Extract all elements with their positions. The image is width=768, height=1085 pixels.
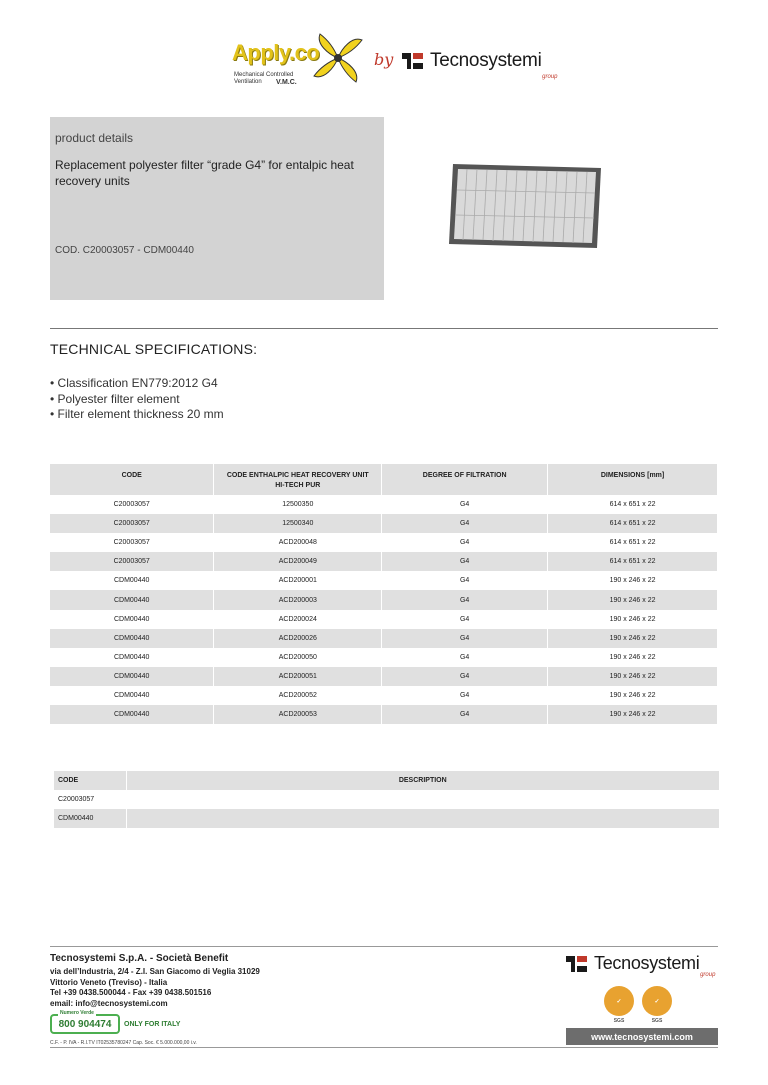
footer-bottom-divider [50, 1047, 718, 1048]
footer-address-line2: Vittorio Veneto (Treviso) - Italia [50, 977, 168, 987]
footer-phone: Tel +39 0438.500044 - Fax +39 0438.501516 [50, 988, 212, 997]
tecnosystemi-name: Tecnosystemi [594, 953, 700, 973]
apply-logo-subtitle: Mechanical Controlled Ventilation [234, 72, 294, 85]
cell-description [126, 790, 720, 809]
cell-filtration: G4 [382, 571, 548, 590]
tecnosystemi-name: Tecnosystemi [430, 50, 542, 71]
cell-filtration: G4 [382, 552, 548, 571]
table-row [50, 629, 718, 648]
numero-verde-badge[interactable] [50, 1010, 120, 1034]
cell-code: CDM00440 [50, 610, 214, 629]
technical-specifications-title: TECHNICAL SPECIFICATIONS: [50, 341, 258, 357]
cell-filtration: G4 [382, 495, 548, 514]
spec-item: • Polyester filter element [50, 391, 180, 406]
cell-filtration: G4 [382, 705, 548, 724]
footer-contacts [50, 967, 260, 1009]
tecnosystemi-mark-icon [402, 51, 424, 71]
table-row [50, 495, 718, 514]
cell-filtration: G4 [382, 514, 548, 533]
col-header-filtration: DEGREE OF FILTRATION [382, 464, 548, 495]
col-header-code: CODE [50, 464, 214, 495]
cell-unit-code: ACD200001 [214, 571, 382, 590]
table-row [50, 667, 718, 686]
specifications-list [50, 376, 224, 423]
cell-unit-code: ACD200026 [214, 629, 382, 648]
table-row [50, 590, 718, 609]
compatibility-table [50, 464, 718, 724]
description-table [54, 771, 720, 828]
cell-dimensions: 190 x 246 x 22 [548, 629, 718, 648]
cell-dimensions: 190 x 246 x 22 [548, 686, 718, 705]
only-for-italy: ONLY FOR ITALY [124, 1020, 181, 1028]
tecnosystemi-group: group [542, 74, 558, 80]
table-header-row [54, 771, 720, 790]
cell-filtration: G4 [382, 648, 548, 667]
cell-filtration: G4 [382, 667, 548, 686]
cell-unit-code: ACD200053 [214, 705, 382, 724]
cell-code: CDM00440 [54, 809, 126, 828]
tecnosystemi-logo [402, 46, 558, 80]
numero-verde-number: 800 904474 [58, 1018, 112, 1030]
table-row [54, 790, 720, 809]
apply-logo-text: Apply.co [232, 40, 320, 65]
cell-code: C20003057 [50, 495, 214, 514]
filter-image [445, 160, 605, 252]
footer-tecnosystemi-logo [566, 953, 716, 978]
cell-dimensions: 190 x 246 x 22 [548, 667, 718, 686]
cell-unit-code: ACD200049 [214, 552, 382, 571]
cell-unit-code: ACD200003 [214, 590, 382, 609]
footer-company: Tecnosystemi S.p.A. - Società Benefit [50, 953, 229, 964]
table-row [50, 648, 718, 667]
cell-dimensions: 190 x 246 x 22 [548, 571, 718, 590]
fan-icon [308, 28, 368, 88]
cell-filtration: G4 [382, 590, 548, 609]
sgs-label: SGS [651, 1018, 663, 1024]
product-title: Replacement polyester filter “grade G4” for entalpic heat recovery units [55, 158, 354, 188]
page-header [0, 28, 768, 98]
cell-unit-code: ACD200052 [214, 686, 382, 705]
col-header-unit-code-line2: HI-TECH PUR [275, 482, 321, 489]
table-row [50, 610, 718, 629]
cell-dimensions: 614 x 651 x 22 [548, 552, 718, 571]
cell-dimensions: 190 x 246 x 22 [548, 705, 718, 724]
by-text: by [374, 50, 394, 69]
table-row [50, 514, 718, 533]
cell-code: CDM00440 [50, 705, 214, 724]
apply-logo [232, 28, 362, 94]
cell-unit-code: ACD200050 [214, 648, 382, 667]
website-link[interactable]: www.tecnosystemi.com [566, 1028, 718, 1045]
table-row [50, 705, 718, 724]
cell-filtration: G4 [382, 629, 548, 648]
cell-code: C20003057 [50, 533, 214, 552]
table-row [50, 686, 718, 705]
cell-filtration: G4 [382, 686, 548, 705]
footer-divider [50, 946, 718, 947]
col-header-unit-code-line1: CODE ENTHALPIC HEAT RECOVERY UNIT [226, 472, 369, 479]
cell-dimensions: 614 x 651 x 22 [548, 514, 718, 533]
footer-address-line1: via dell’Industria, 2/4 - Z.I. San Giacomo di Veglia 31029 [50, 967, 260, 976]
spec-item: • Filter element thickness 20 mm [50, 407, 224, 421]
table-row [50, 533, 718, 552]
cell-code: CDM00440 [50, 590, 214, 609]
col-header-dimensions: DIMENSIONS [mm] [548, 464, 718, 495]
cell-unit-code: 12500340 [214, 514, 382, 533]
cell-unit-code: ACD200051 [214, 667, 382, 686]
cell-dimensions: 190 x 246 x 22 [548, 590, 718, 609]
cell-unit-code: ACD200024 [214, 610, 382, 629]
cell-code: CDM00440 [50, 648, 214, 667]
cell-dimensions: 614 x 651 x 22 [548, 533, 718, 552]
tecnosystemi-mark-icon [566, 954, 588, 974]
col-header-unit-code [214, 464, 382, 495]
numero-verde-tag: Numero Verde [60, 1010, 94, 1016]
col-header-description: DESCRIPTION [126, 771, 720, 790]
cell-unit-code: ACD200048 [214, 533, 382, 552]
cell-code: C20003057 [50, 552, 214, 571]
cell-unit-code: 12500350 [214, 495, 382, 514]
cell-code: C20003057 [54, 790, 126, 809]
product-details-label: product details [55, 131, 134, 145]
product-code: COD. C20003057 - CDM00440 [55, 245, 194, 256]
cell-filtration: G4 [382, 610, 548, 629]
cell-code: CDM00440 [50, 686, 214, 705]
cell-filtration: G4 [382, 533, 548, 552]
footer-email[interactable]: email: info@tecnosystemi.com [50, 998, 168, 1008]
numero-verde [50, 1010, 181, 1034]
table-header-row [50, 464, 718, 495]
apply-logo-vmc: V.M.C. [276, 79, 297, 86]
sgs-certification-icon: ✓ SGS [604, 986, 634, 1016]
tecnosystemi-group: group [700, 972, 716, 978]
cell-code: C20003057 [50, 514, 214, 533]
spec-item: • Classification EN779:2012 G4 [50, 376, 218, 390]
footer-legal: C.F. - P. IVA - R.I.TV IT02535780247 Cap. Soc. € 5.000.000,00 i.v. [50, 1040, 197, 1046]
sgs-label: SGS [613, 1018, 625, 1024]
table-row [54, 809, 720, 828]
cell-dimensions: 190 x 246 x 22 [548, 610, 718, 629]
cell-code: CDM00440 [50, 629, 214, 648]
table-row [50, 552, 718, 571]
cell-code: CDM00440 [50, 571, 214, 590]
cell-description [126, 809, 720, 828]
certification-badges [604, 986, 672, 1024]
cell-dimensions: 190 x 246 x 22 [548, 648, 718, 667]
section-divider [50, 328, 718, 329]
product-details-box [50, 117, 384, 300]
col-header-code: CODE [54, 771, 126, 790]
cell-dimensions: 614 x 651 x 22 [548, 495, 718, 514]
sgs-certification-icon: ✓ SGS [642, 986, 672, 1016]
cell-code: CDM00440 [50, 667, 214, 686]
table-row [50, 571, 718, 590]
